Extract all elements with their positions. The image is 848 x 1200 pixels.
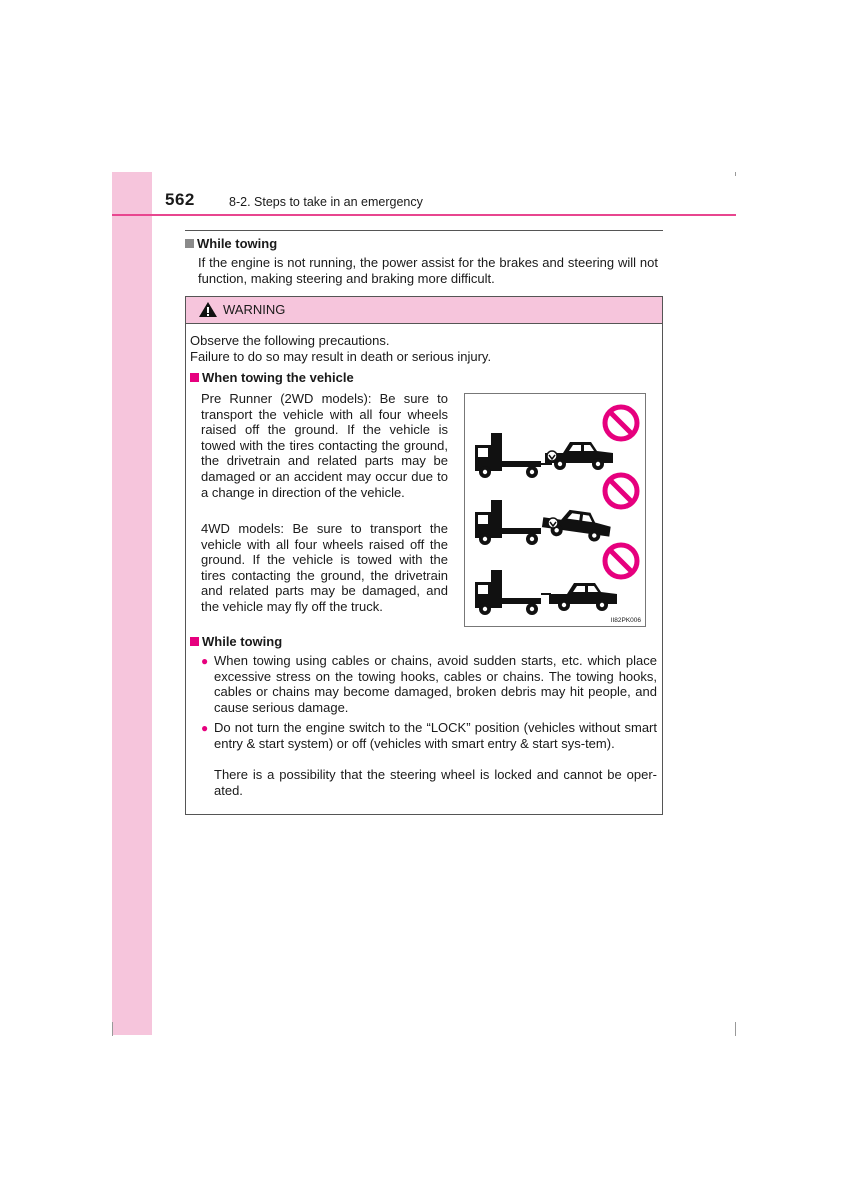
crop-mark <box>112 1022 113 1036</box>
header-rule <box>112 214 736 216</box>
heading-text: While towing <box>197 236 278 251</box>
warning-header <box>186 297 662 324</box>
towing-diagram <box>465 394 645 626</box>
crop-mark <box>735 172 736 176</box>
heading-text: While towing <box>202 634 283 649</box>
crop-mark <box>735 1022 736 1036</box>
prohibited-icon <box>605 545 637 577</box>
figure-code: II82PK006 <box>610 617 641 624</box>
section-title: 8-2. Steps to take in an emergency <box>229 195 423 209</box>
bullet-2-text: Do not turn the engine switch to the “LOCK” position (vehicles without smart entry & start system) or off (vehicles with smart entry & start sys-tem). <box>214 720 657 751</box>
grey-square-marker <box>185 239 194 248</box>
pink-square-marker <box>190 637 199 646</box>
towing-illustration <box>464 393 646 627</box>
bullet-1-text: When towing using cables or chains, avoid sudden starts, etc. which place excessive stress on the towing hooks, cables or chains. The towing hooks, cables or chains may become damaged, broken debris may hit people, and cause serious damage. <box>214 653 657 715</box>
pickup-truck-icon <box>549 583 617 611</box>
warning-triangle-icon <box>198 301 218 318</box>
pink-square-marker <box>190 373 199 382</box>
bullet-dot-icon: ● <box>201 654 209 668</box>
when-towing-vehicle-heading <box>190 370 354 385</box>
4wd-paragraph: 4WD models: Be sure to transport the vehicle with all four wheels raised off the ground. If the vehicle is towed with the tires contacting the ground, the drivetrain and related parts may be damaged, and the vehicle may fly off the truck. <box>201 521 448 614</box>
tow-truck-icon <box>475 433 541 478</box>
while-towing-warning-heading <box>190 634 282 649</box>
while-towing-text: If the engine is not running, the power assist for the brakes and steering will not function, making steering and braking more difficult. <box>198 255 658 286</box>
chapter-side-tab <box>112 172 152 1035</box>
page-number: 562 <box>165 190 195 209</box>
prohibited-icon <box>605 407 637 439</box>
prohibited-icon <box>605 475 637 507</box>
heading-text: When towing the vehicle <box>202 370 354 385</box>
warning-intro-line2: Failure to do so may result in death or serious injury. <box>190 349 492 364</box>
steering-wheel-icon <box>548 518 558 528</box>
while-towing-heading <box>185 236 277 251</box>
warning-intro-line1: Observe the following precautions. <box>190 333 390 348</box>
tow-truck-icon <box>475 500 541 545</box>
tow-truck-icon <box>475 570 541 615</box>
bullet-2-note: There is a possibility that the steering wheel is locked and cannot be oper-ated. <box>214 767 657 798</box>
warning-label: WARNING <box>223 302 286 317</box>
steering-wheel-icon <box>547 451 557 461</box>
bullet-dot-icon: ● <box>201 721 209 735</box>
section-rule <box>185 230 663 231</box>
pre-runner-paragraph: Pre Runner (2WD models): Be sure to transport the vehicle with all four wheels raised off the ground. If the vehicle is towed with the tires contacting the ground, the drivetrain and related parts may be damaged or an accident may occur due to a change in direction of the vehicle. <box>201 391 448 500</box>
